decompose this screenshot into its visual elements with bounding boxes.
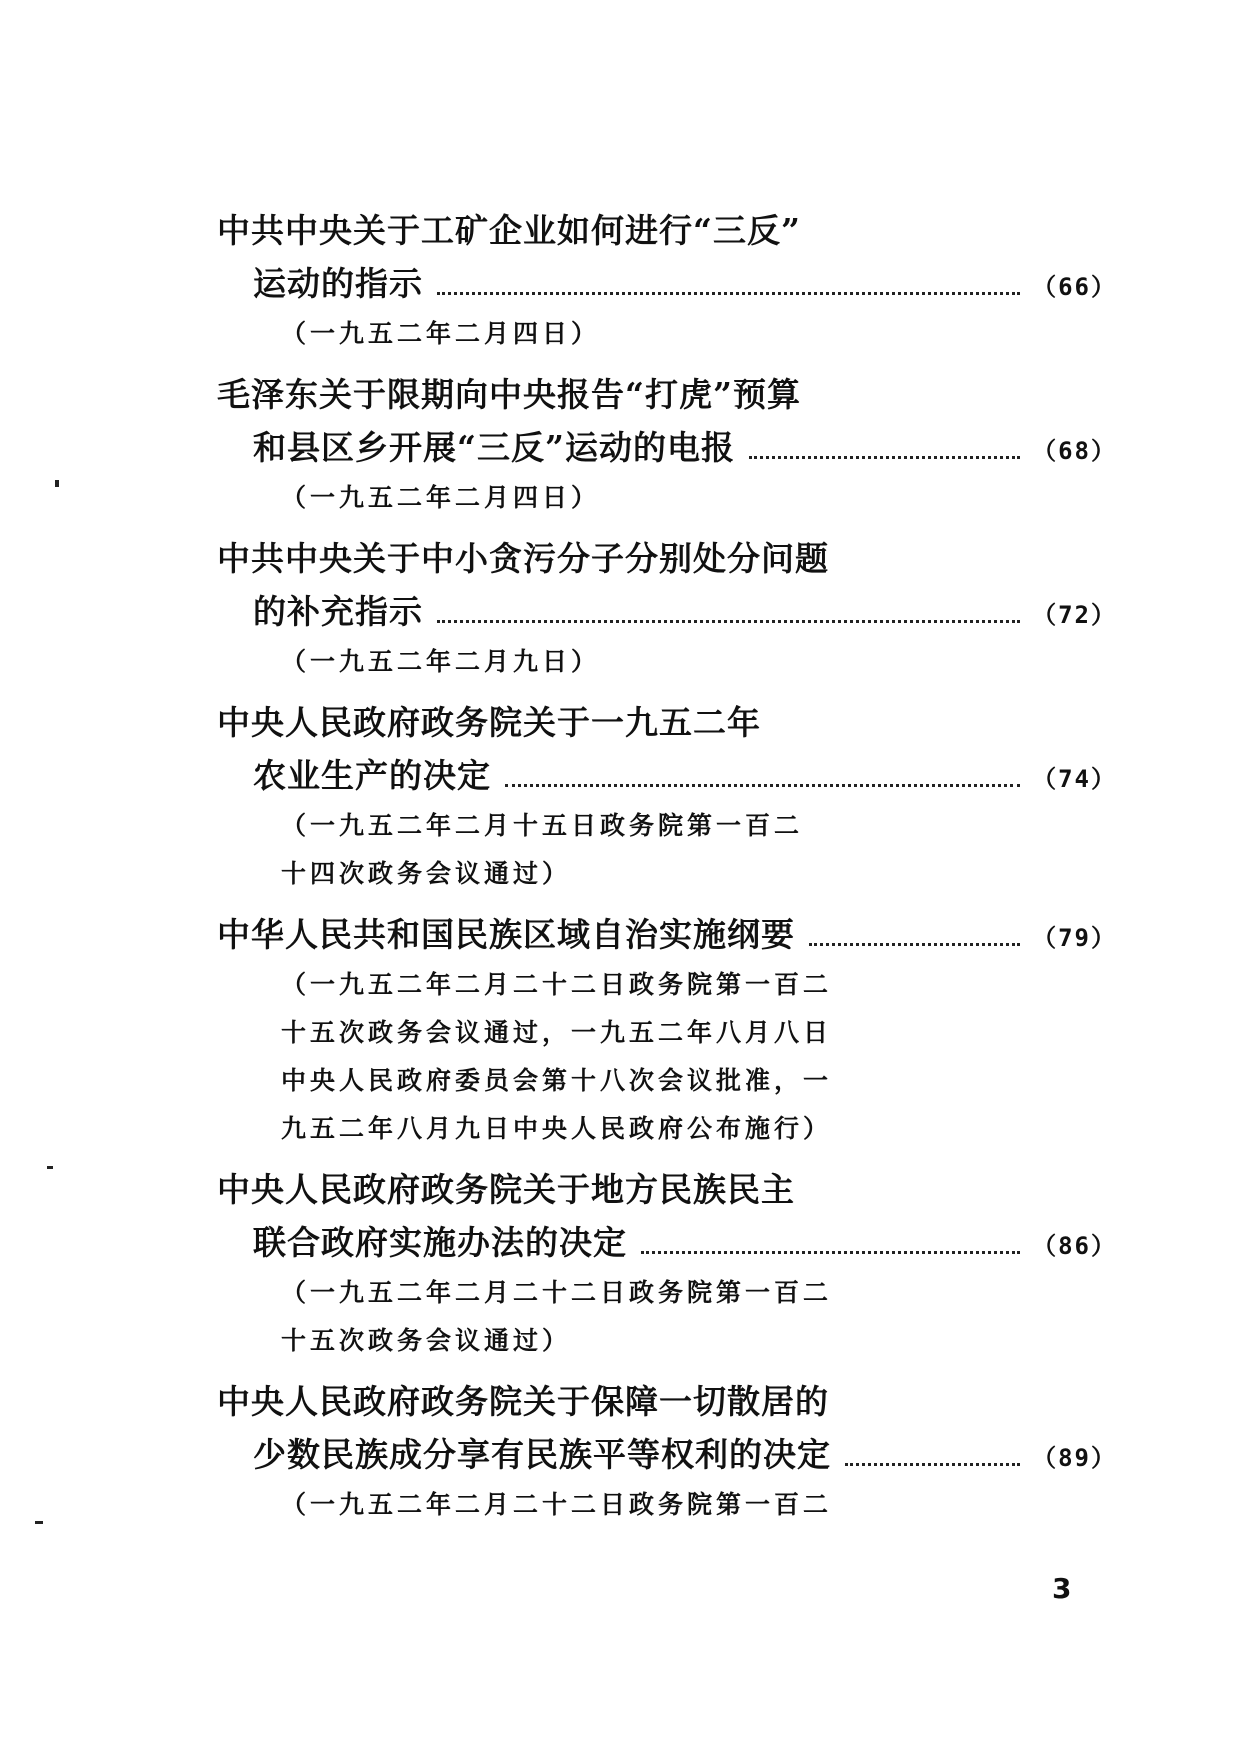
entry-title-text: 中共中央关于中小贪污分子分别处分问题 bbox=[217, 539, 829, 578]
entry-page-number: （89） bbox=[1032, 1444, 1117, 1472]
entry-title-line bbox=[217, 908, 1117, 961]
dot-leader bbox=[749, 455, 1020, 459]
entry-title-line bbox=[217, 532, 1117, 585]
entry-title-text: 和县区乡开展“三反”运动的电报 bbox=[253, 428, 735, 467]
entry-title-text: 少数民族成分享有民族平等权利的决定 bbox=[253, 1435, 831, 1474]
entry-date-note: （一九五二年二月十五日政务院第一百二 bbox=[281, 811, 804, 840]
scan-speck bbox=[55, 480, 59, 487]
entry-title-line bbox=[217, 204, 1117, 257]
toc-entry[interactable] bbox=[217, 696, 1117, 898]
toc-entry[interactable] bbox=[217, 908, 1117, 1153]
entry-title-text: 毛泽东关于限期向中央报告“打虎”预算 bbox=[217, 375, 801, 414]
entry-title-line bbox=[217, 585, 1117, 638]
entry-date-note: （一九五二年二月二十二日政务院第一百二 bbox=[281, 1278, 833, 1307]
entry-title-text: 中央人民政府政务院关于一九五二年 bbox=[217, 703, 761, 742]
entry-title-line bbox=[217, 749, 1117, 802]
entry-title-line bbox=[217, 368, 1117, 421]
entry-date-note: 十五次政务会议通过，一九五二年八月八日 bbox=[281, 1018, 833, 1047]
toc-entry[interactable] bbox=[217, 1163, 1117, 1365]
dot-leader bbox=[641, 1250, 1020, 1254]
entry-title-line bbox=[217, 257, 1117, 310]
entry-title-line bbox=[217, 1428, 1117, 1481]
page-number: 3 bbox=[1052, 1572, 1072, 1605]
entry-title-line bbox=[217, 1375, 1117, 1428]
entry-date-note: （一九五二年二月二十二日政务院第一百二 bbox=[281, 1490, 833, 1519]
entry-page-number: （72） bbox=[1032, 601, 1117, 629]
entry-date-note: 中央人民政府委员会第十八次会议批准，一 bbox=[281, 1066, 833, 1095]
dot-leader bbox=[845, 1462, 1020, 1466]
entry-date-note: 九五二年八月九日中央人民政府公布施行） bbox=[281, 1114, 833, 1143]
toc-entry[interactable] bbox=[217, 204, 1117, 358]
scan-speck bbox=[47, 1166, 53, 1169]
dot-leader bbox=[437, 619, 1020, 623]
entry-title-text: 联合政府实施办法的决定 bbox=[253, 1223, 627, 1262]
dot-leader bbox=[505, 783, 1020, 787]
entry-title-line bbox=[217, 696, 1117, 749]
entry-date-note: （一九五二年二月四日） bbox=[281, 483, 601, 512]
entry-title-line bbox=[217, 1163, 1117, 1216]
entry-title-line bbox=[217, 1216, 1117, 1269]
entry-title-text: 农业生产的决定 bbox=[253, 756, 491, 795]
entry-page-number: （66） bbox=[1032, 273, 1117, 301]
entry-page-number: （68） bbox=[1032, 437, 1117, 465]
entry-title-text: 中共中央关于工矿企业如何进行“三反” bbox=[217, 211, 801, 250]
entry-date-note: 十四次政务会议通过） bbox=[281, 859, 572, 888]
entry-page-number: （86） bbox=[1032, 1232, 1117, 1260]
table-of-contents bbox=[217, 204, 1117, 1539]
entry-title-line bbox=[217, 421, 1117, 474]
toc-entry[interactable] bbox=[217, 368, 1117, 522]
toc-entry[interactable] bbox=[217, 1375, 1117, 1529]
entry-title-text: 中华人民共和国民族区域自治实施纲要 bbox=[217, 915, 795, 954]
entry-date-note: 十五次政务会议通过） bbox=[281, 1326, 572, 1355]
entry-title-text: 的补充指示 bbox=[253, 592, 423, 631]
entry-page-number: （79） bbox=[1032, 924, 1117, 952]
dot-leader bbox=[809, 942, 1020, 946]
entry-page-number: （74） bbox=[1032, 765, 1117, 793]
entry-date-note: （一九五二年二月二十二日政务院第一百二 bbox=[281, 970, 833, 999]
entry-title-text: 运动的指示 bbox=[253, 264, 423, 303]
entry-title-text: 中央人民政府政务院关于地方民族民主 bbox=[217, 1170, 795, 1209]
entry-title-text: 中央人民政府政务院关于保障一切散居的 bbox=[217, 1382, 829, 1421]
entry-date-note: （一九五二年二月四日） bbox=[281, 319, 601, 348]
dot-leader bbox=[437, 291, 1020, 295]
toc-entry[interactable] bbox=[217, 532, 1117, 686]
scan-speck bbox=[35, 1521, 43, 1524]
entry-date-note: （一九五二年二月九日） bbox=[281, 647, 601, 676]
